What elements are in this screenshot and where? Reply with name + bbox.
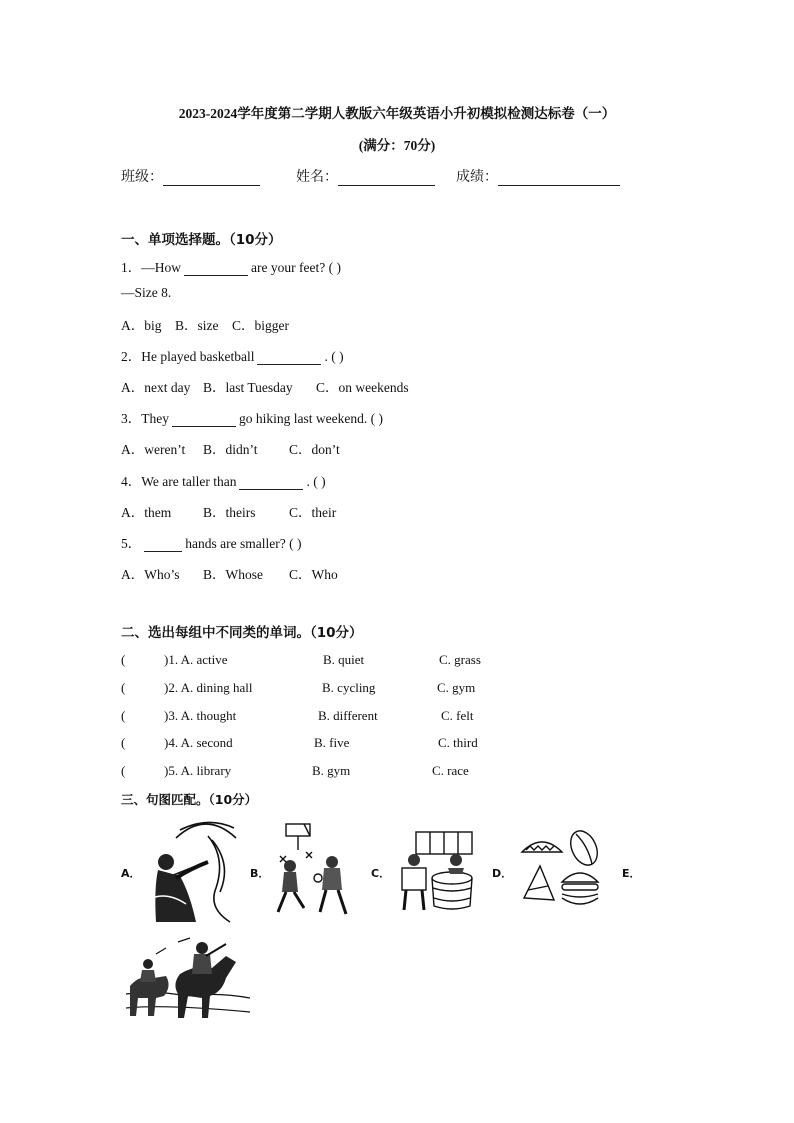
picture-label-e: E． bbox=[622, 867, 641, 880]
answer-blank[interactable] bbox=[184, 262, 248, 276]
answer-paren[interactable]: ( bbox=[121, 652, 126, 667]
option: C．bigger bbox=[232, 318, 289, 333]
food-picture bbox=[518, 828, 604, 914]
score-field bbox=[456, 166, 620, 186]
option-b: B. different bbox=[318, 708, 378, 723]
question-text: 4．We are taller than bbox=[121, 474, 237, 489]
question-text: hands are smaller? ( ) bbox=[185, 536, 302, 551]
option-c: C. third bbox=[438, 735, 478, 750]
option-a: )5. A. library bbox=[164, 763, 232, 778]
question-text: 2．He played basketball bbox=[121, 349, 255, 364]
name-label: 姓名： bbox=[296, 170, 338, 185]
option-a: )1. A. active bbox=[164, 652, 228, 667]
class-line[interactable] bbox=[163, 171, 260, 186]
option: C．Who bbox=[289, 567, 338, 582]
option: C．don’t bbox=[289, 442, 340, 457]
option: B．last Tuesday bbox=[203, 380, 293, 395]
question-5 bbox=[121, 532, 301, 552]
section1-heading: 一、单项选择题。（10分） bbox=[121, 232, 282, 248]
option-b: B. gym bbox=[312, 763, 351, 778]
page-title: 2023-2024学年度第二学期人教版六年级英语小升初模拟检测达标卷（一） bbox=[178, 106, 616, 121]
word-group-row bbox=[121, 680, 541, 696]
answer-paren[interactable]: ( bbox=[121, 763, 126, 778]
word-group-row bbox=[121, 708, 541, 724]
class-label: 班级： bbox=[121, 170, 163, 185]
question-text: . ( ) bbox=[306, 474, 326, 489]
option-a: )2. A. dining hall bbox=[164, 680, 253, 695]
option-b: B. quiet bbox=[323, 652, 365, 667]
word-group-row bbox=[121, 763, 541, 779]
word-group-row bbox=[121, 652, 541, 668]
option: A．weren’t bbox=[121, 442, 186, 457]
full-score-note: (满分：70分) bbox=[358, 138, 436, 153]
football-picture bbox=[276, 820, 352, 922]
question-3 bbox=[121, 407, 383, 427]
question-text: go hiking last weekend. ( ) bbox=[239, 411, 383, 426]
question-text: are your feet? ( ) bbox=[251, 260, 341, 275]
option: B．size bbox=[175, 318, 219, 333]
option-c: C. felt bbox=[441, 708, 474, 723]
option-c: C. race bbox=[432, 763, 469, 778]
name-line[interactable] bbox=[338, 171, 435, 186]
option: A．Who’s bbox=[121, 567, 180, 582]
question-text: . ( ) bbox=[324, 349, 344, 364]
option: A．them bbox=[121, 505, 172, 520]
horse-riders-picture bbox=[126, 934, 250, 1026]
picture-label-c: C． bbox=[371, 867, 391, 880]
section2-heading: 二、选出每组中不同类的单词。（10分） bbox=[121, 625, 363, 641]
archer-picture bbox=[146, 818, 240, 924]
option-b: B. cycling bbox=[322, 680, 376, 695]
picture-label-d: D． bbox=[492, 867, 513, 880]
answer-paren[interactable]: ( bbox=[121, 680, 126, 695]
question-text: 3．They bbox=[121, 411, 169, 426]
question-1-response: —Size 8. bbox=[121, 285, 172, 300]
answer-blank[interactable] bbox=[257, 351, 321, 365]
word-group-row bbox=[121, 735, 541, 751]
option-b: B. five bbox=[314, 735, 350, 750]
option-a: )4. A. second bbox=[164, 735, 233, 750]
question-text: 5． bbox=[121, 536, 142, 551]
question-text: 1．—How bbox=[121, 260, 181, 275]
answer-blank[interactable] bbox=[172, 413, 236, 427]
score-line[interactable] bbox=[498, 171, 620, 186]
question-2 bbox=[121, 345, 344, 365]
score-label: 成绩： bbox=[456, 170, 498, 185]
option: A．big bbox=[121, 318, 162, 333]
option: B．theirs bbox=[203, 505, 256, 520]
option-a: )3. A. thought bbox=[164, 708, 237, 723]
name-field bbox=[296, 166, 435, 186]
answer-paren[interactable]: ( bbox=[121, 735, 126, 750]
picture-label-a: A． bbox=[121, 867, 141, 880]
shop-picture bbox=[396, 830, 478, 912]
answer-paren[interactable]: ( bbox=[121, 708, 126, 723]
answer-blank[interactable] bbox=[239, 476, 303, 490]
picture-label-b: B． bbox=[250, 867, 270, 880]
option: C．on weekends bbox=[316, 380, 409, 395]
option: A．next day bbox=[121, 380, 191, 395]
option: B．didn’t bbox=[203, 442, 258, 457]
option: B．Whose bbox=[203, 567, 263, 582]
option-c: C. grass bbox=[439, 652, 481, 667]
question-4 bbox=[121, 470, 326, 490]
option: C．their bbox=[289, 505, 337, 520]
option-c: C. gym bbox=[437, 680, 476, 695]
question-1 bbox=[121, 256, 341, 276]
section3-heading: 三、句图匹配。（10分） bbox=[121, 792, 258, 807]
class-field bbox=[121, 166, 260, 186]
answer-blank[interactable] bbox=[144, 538, 182, 552]
